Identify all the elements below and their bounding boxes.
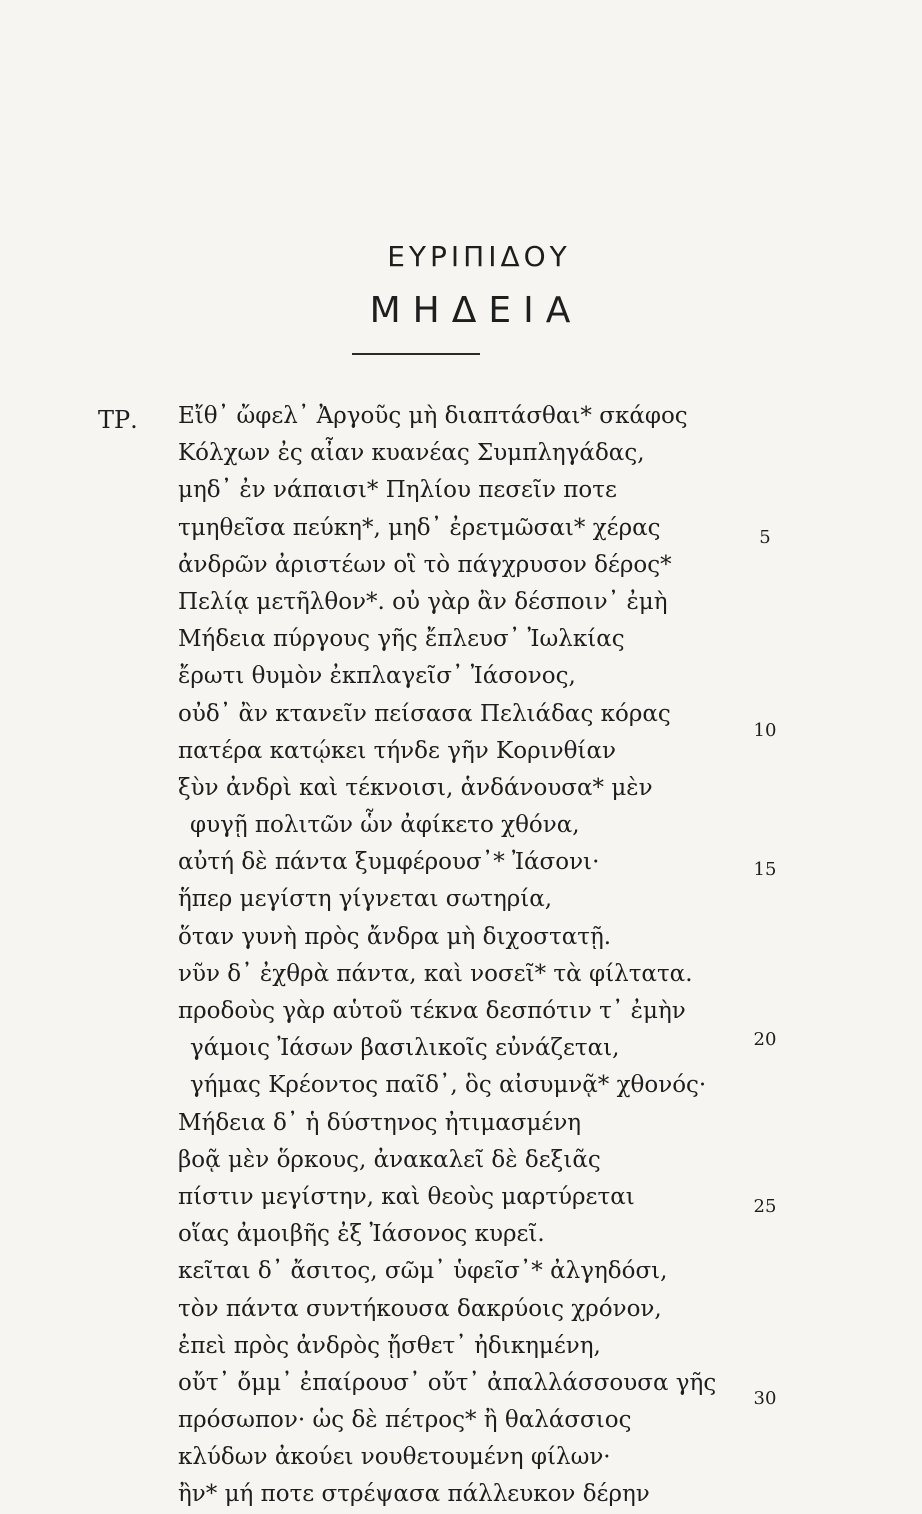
verse-line: ἀνδρῶν ἀριστέων οἳ τὸ πάγχρυσον δέρος* <box>178 551 672 578</box>
verse-line: πατέρα κατῴκει τήνδε γῆν Κορινθίαν <box>178 737 616 764</box>
line-number: 15 <box>753 859 777 880</box>
verse-line: φυγῇ πολιτῶν ὧν ἀφίκετο χθόνα, <box>190 812 580 839</box>
verse-line: πίστιν μεγίστην, καὶ θεοὺς μαρτύρεται <box>178 1183 635 1210</box>
verse-line: οἵας ἀμοιβῆς ἐξ Ἰάσονος κυρεῖ. <box>178 1221 545 1248</box>
verse-line: ἐπεὶ πρὸς ἀνδρὸς ᾔσθετ᾿ ἠδικημένη, <box>178 1332 601 1359</box>
verse-line: τὸν πάντα συντήκουσα δακρύοις χρόνον, <box>178 1295 662 1322</box>
author-heading: ΕΥΡΙΠΙΔΟΥ <box>387 240 571 273</box>
line-number: 20 <box>753 1029 777 1050</box>
verse-line: ἢν* μή ποτε στρέψασα πάλλευκον δέρην <box>178 1481 650 1508</box>
verse-line: Κόλχων ἐς αἶαν κυανέας Συμπληγάδας, <box>178 440 645 467</box>
verse-line: κλύδων ἀκούει νουθετουμένη φίλων· <box>178 1444 611 1471</box>
verse-line: Πελίᾳ μετῆλθον*. οὐ γὰρ ἂν δέσποιν᾿ ἐμὴ <box>178 588 668 615</box>
verse-line: γάμοις Ἰάσων βασιλικοῖς εὐνάζεται, <box>190 1035 620 1062</box>
line-number: 5 <box>759 527 771 548</box>
verse-line: μηδ᾿ ἐν νάπαισι* Πηλίου πεσεῖν ποτε <box>178 477 617 504</box>
verse-block <box>178 398 738 1514</box>
verse-line: οὔτ᾿ ὄμμ᾿ ἐπαίρουσ᾿ οὔτ᾿ ἀπαλλάσσουσα γῆς <box>178 1369 717 1396</box>
verse-line: Μήδεια δ᾿ ἡ δύστηνος ἠτιμασμένη <box>178 1109 582 1136</box>
verse-line: Μήδεια πύργους γῆς ἔπλευσ᾿ Ἰωλκίας <box>178 626 625 653</box>
verse-line: βοᾷ μὲν ὅρκους, ἀνακαλεῖ δὲ δεξιᾶς <box>178 1146 601 1173</box>
verse-line: προδοὺς γὰρ αὑτοῦ τέκνα δεσπότιν τ᾿ ἐμὴν <box>178 998 686 1024</box>
verse-line: τμηθεῖσα πεύκη*, μηδ᾿ ἐρετμῶσαι* χέρας <box>178 514 661 541</box>
verse-line: ἔρωτι θυμὸν ἐκπλαγεῖσ᾿ Ἰάσονος, <box>178 663 576 690</box>
line-number: 25 <box>753 1196 777 1217</box>
verse-line: πρόσωπον· ὡς δὲ πέτρος* ἢ θαλάσσιος <box>178 1407 632 1434</box>
verse-line: κεῖται δ᾿ ἄσιτος, σῶμ᾿ ὑφεῖσ᾿* ἀλγηδόσι, <box>178 1258 668 1285</box>
verse-line: αὐτή δὲ πάντα ξυμφέρουσ᾿* Ἰάσονι· <box>178 849 600 876</box>
verse-line: ὅταν γυνὴ πρὸς ἄνδρα μὴ διχοστατῇ. <box>178 923 612 950</box>
verse-line: ἥπερ μεγίστη γίγνεται σωτηρία, <box>178 886 553 913</box>
line-number: 30 <box>753 1388 777 1409</box>
verse-line: οὐδ᾿ ἂν κτανεῖν πείσασα Πελιάδας κόρας <box>178 700 671 727</box>
title-rule <box>352 353 480 355</box>
speaker-label: ΤΡ. <box>98 406 138 434</box>
verse-line: νῦν δ᾿ ἐχθρὰ πάντα, καὶ νοσεῖ* τὰ φίλτατα. <box>178 960 693 987</box>
verse-line: γήμας Κρέοντος παῖδ᾿, ὃς αἰσυμνᾷ* χθονός· <box>190 1072 707 1099</box>
verse-line: ξὺν ἀνδρὶ καὶ τέκνοισι, ἁνδάνουσα* μὲν <box>178 774 653 801</box>
verse-line: Εἴθ᾿ ὤφελ᾿ Ἀργοῦς μὴ διαπτάσθαι* σκάφος <box>178 403 688 429</box>
play-title: ΜΗΔΕΙΑ <box>369 290 583 331</box>
line-number: 10 <box>753 720 777 741</box>
